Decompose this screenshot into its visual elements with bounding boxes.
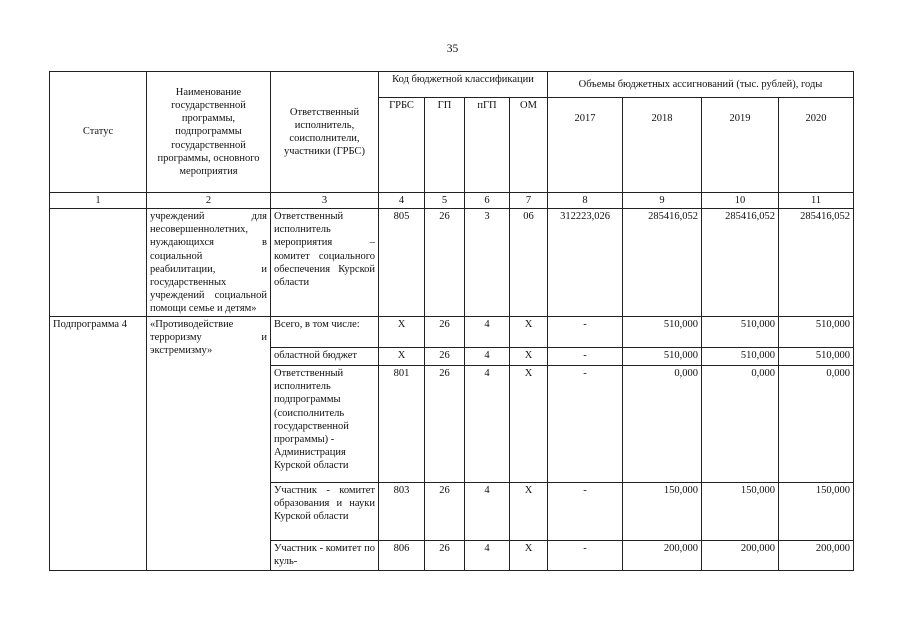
- header-status: Статус: [50, 72, 147, 193]
- pgp-cell: 4: [465, 348, 510, 366]
- col-number: 3: [271, 193, 379, 209]
- value-2020-cell: 510,000: [779, 348, 854, 366]
- grbs-cell: 806: [379, 541, 425, 571]
- grbs-cell: 801: [379, 366, 425, 483]
- grbs-cell: 805: [379, 209, 425, 317]
- om-cell: 06: [510, 209, 548, 317]
- value-2017-cell: 312223,026: [548, 209, 623, 317]
- col-number: 10: [702, 193, 779, 209]
- value-2017-cell: -: [548, 541, 623, 571]
- name-cell: «Противодействие терроризму и экстремизму»: [147, 317, 271, 571]
- executor-cell: Участник - комитет образования и науки Курской области: [271, 483, 379, 541]
- pgp-cell: 4: [465, 317, 510, 348]
- header-om: ОМ: [510, 98, 548, 193]
- gp-cell: 26: [425, 348, 465, 366]
- gp-cell: 26: [425, 366, 465, 483]
- gp-cell: 26: [425, 317, 465, 348]
- value-2019-cell: 0,000: [702, 366, 779, 483]
- col-number: 5: [425, 193, 465, 209]
- header-2020: 2020: [779, 98, 854, 193]
- executor-cell: Всего, в том числе:: [271, 317, 379, 348]
- header-grbs: ГРБС: [379, 98, 425, 193]
- table-row: [50, 209, 854, 317]
- gp-cell: 26: [425, 483, 465, 541]
- value-2018-cell: 510,000: [623, 317, 702, 348]
- value-2019-cell: 150,000: [702, 483, 779, 541]
- gp-cell: 26: [425, 209, 465, 317]
- col-number: 7: [510, 193, 548, 209]
- executor-cell: Ответственный исполнитель мероприятия – комитет социального обеспечения Курской области: [271, 209, 379, 317]
- value-2019-cell: 285416,052: [702, 209, 779, 317]
- pgp-cell: 3: [465, 209, 510, 317]
- name-cell: учреждений для несовершеннолетних, нуждающихся в социальной реабилитации, и государственных учреждений социальной помощи семье и детям»: [147, 209, 271, 317]
- value-2020-cell: 510,000: [779, 317, 854, 348]
- om-cell: Х: [510, 366, 548, 483]
- grbs-cell: Х: [379, 317, 425, 348]
- budget-table: [49, 71, 854, 571]
- col-number: 8: [548, 193, 623, 209]
- pgp-cell: 4: [465, 541, 510, 571]
- value-2018-cell: 0,000: [623, 366, 702, 483]
- om-cell: Х: [510, 348, 548, 366]
- status-cell: Подпрограмма 4: [50, 317, 147, 571]
- executor-cell: Ответственный исполнитель подпрограммы (соисполнитель государственной программы) - Администрация Курской области: [271, 366, 379, 483]
- page-number: 35: [446, 43, 459, 55]
- value-2020-cell: 285416,052: [779, 209, 854, 317]
- gp-cell: 26: [425, 541, 465, 571]
- value-2019-cell: 200,000: [702, 541, 779, 571]
- executor-cell: областной бюджет: [271, 348, 379, 366]
- col-number: 2: [147, 193, 271, 209]
- col-number: 9: [623, 193, 702, 209]
- value-2018-cell: 150,000: [623, 483, 702, 541]
- om-cell: Х: [510, 541, 548, 571]
- header-2019: 2019: [702, 98, 779, 193]
- value-2020-cell: 200,000: [779, 541, 854, 571]
- header-volume-group: Объемы бюджетных ассигнований (тыс. рублей), годы: [548, 72, 854, 98]
- table-row: [50, 317, 854, 348]
- status-cell: [50, 209, 147, 317]
- value-2017-cell: -: [548, 317, 623, 348]
- header-2017: 2017: [548, 98, 623, 193]
- value-2017-cell: -: [548, 483, 623, 541]
- grbs-cell: Х: [379, 348, 425, 366]
- header-name: Наименование государственной программы, подпрограммы государственной программы, основного мероприятия: [147, 72, 271, 193]
- value-2020-cell: 0,000: [779, 366, 854, 483]
- header-executor: Ответственный исполнитель, соисполнители, участники (ГРБС): [271, 72, 379, 193]
- om-cell: Х: [510, 317, 548, 348]
- value-2017-cell: -: [548, 348, 623, 366]
- pgp-cell: 4: [465, 483, 510, 541]
- executor-cell: Участник - комитет по куль-: [271, 541, 379, 571]
- value-2017-cell: -: [548, 366, 623, 483]
- value-2019-cell: 510,000: [702, 317, 779, 348]
- value-2018-cell: 285416,052: [623, 209, 702, 317]
- om-cell: Х: [510, 483, 548, 541]
- value-2018-cell: 510,000: [623, 348, 702, 366]
- value-2020-cell: 150,000: [779, 483, 854, 541]
- header-gp: ГП: [425, 98, 465, 193]
- value-2019-cell: 510,000: [702, 348, 779, 366]
- pgp-cell: 4: [465, 366, 510, 483]
- col-number: 1: [50, 193, 147, 209]
- header-2018: 2018: [623, 98, 702, 193]
- header-pgp: пГП: [465, 98, 510, 193]
- col-number: 4: [379, 193, 425, 209]
- header-row-1: [50, 72, 854, 98]
- grbs-cell: 803: [379, 483, 425, 541]
- value-2018-cell: 200,000: [623, 541, 702, 571]
- col-number: 6: [465, 193, 510, 209]
- header-code-group: Код бюджетной классификации: [379, 72, 548, 98]
- col-number: 11: [779, 193, 854, 209]
- column-numbers-row: [50, 193, 854, 209]
